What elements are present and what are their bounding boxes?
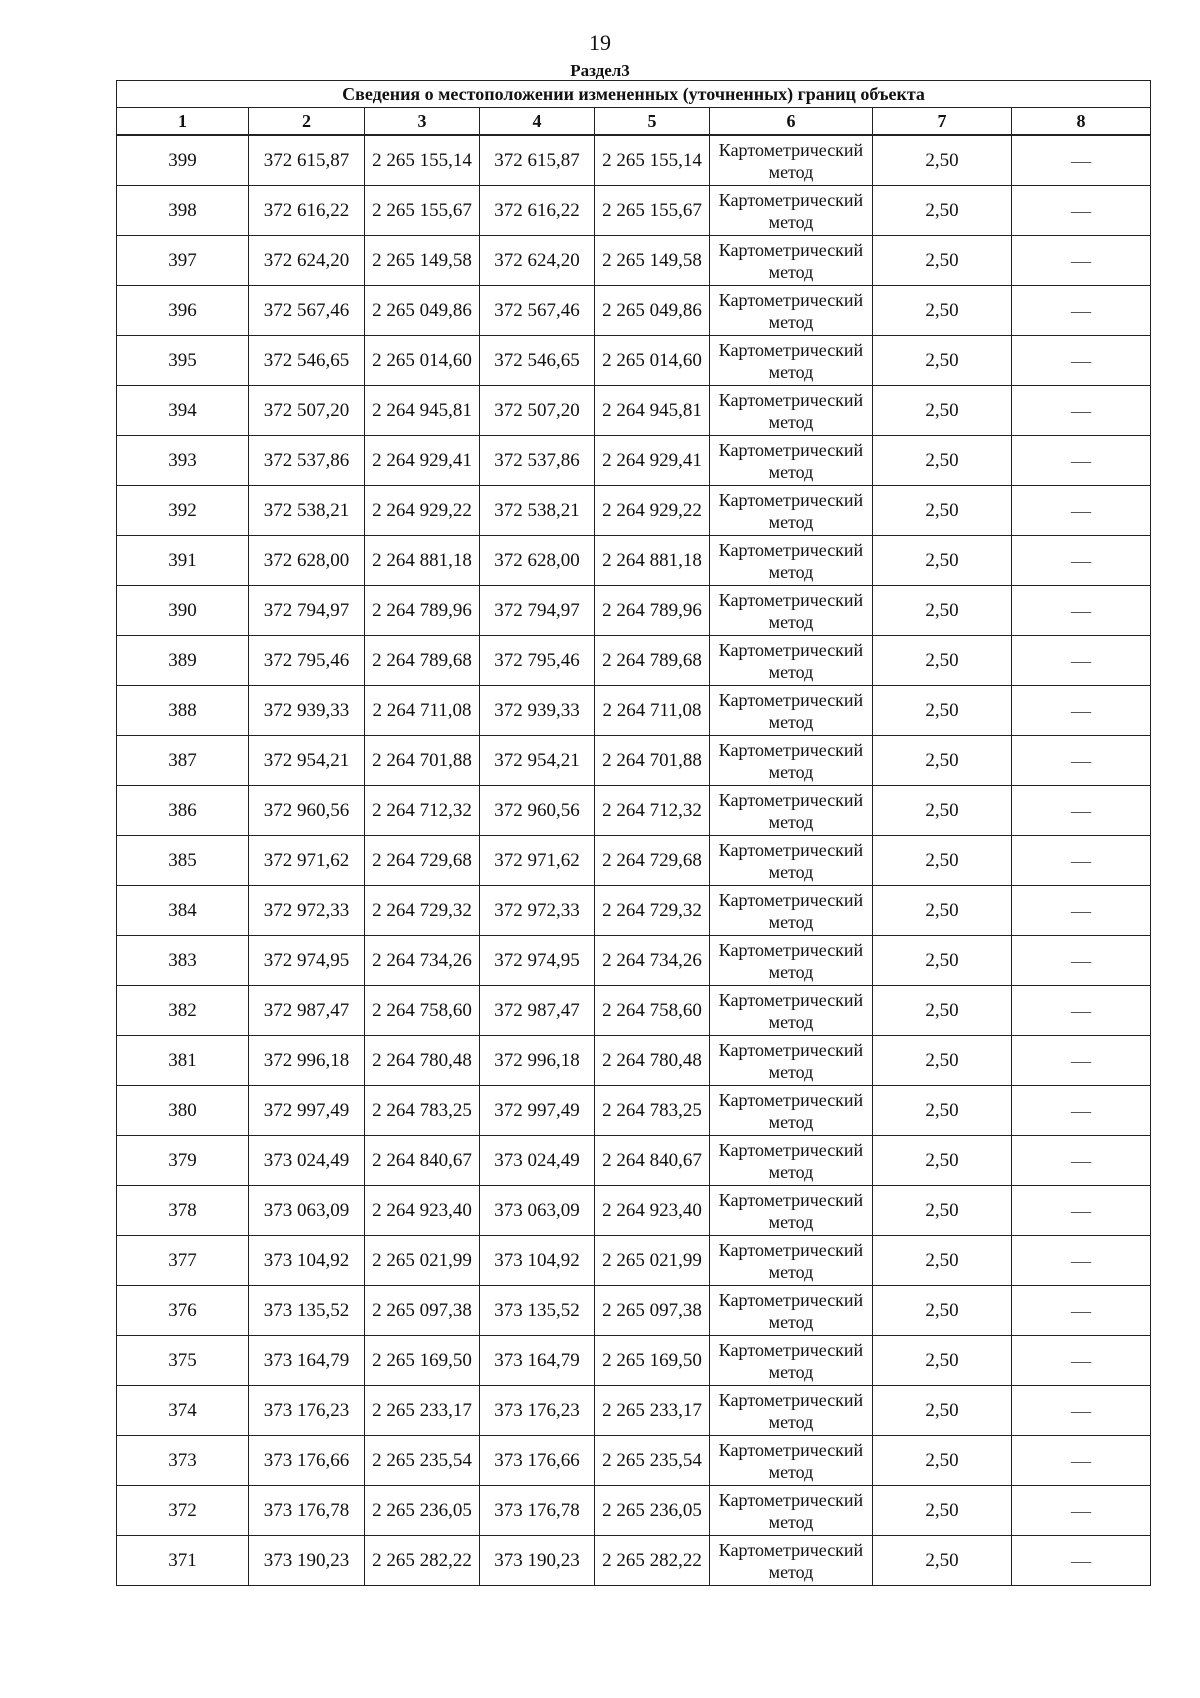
cell-y-coord-old: 2 264 923,40 bbox=[365, 1186, 480, 1236]
table-row bbox=[117, 886, 1151, 936]
cell-x-coord-old: 373 176,78 bbox=[249, 1486, 365, 1536]
cell-method: Картометрический метод bbox=[710, 636, 873, 686]
table-row bbox=[117, 736, 1151, 786]
cell-x-coord-new: 373 164,79 bbox=[480, 1336, 595, 1386]
cell-point-number: 396 bbox=[117, 286, 249, 336]
table-row bbox=[117, 1086, 1151, 1136]
cell-x-coord-new: 373 135,52 bbox=[480, 1286, 595, 1336]
cell-method: Картометрический метод bbox=[710, 386, 873, 436]
cell-x-coord-old: 372 616,22 bbox=[249, 186, 365, 236]
cell-x-coord-old: 372 567,46 bbox=[249, 286, 365, 336]
cell-x-coord-new: 372 507,20 bbox=[480, 386, 595, 436]
cell-y-coord-new: 2 265 169,50 bbox=[595, 1336, 710, 1386]
table-row bbox=[117, 686, 1151, 736]
cell-y-coord-old: 2 265 235,54 bbox=[365, 1436, 480, 1486]
cell-method: Картометрический метод bbox=[710, 686, 873, 736]
cell-description: — bbox=[1012, 736, 1151, 786]
cell-y-coord-old: 2 265 049,86 bbox=[365, 286, 480, 336]
cell-x-coord-new: 372 974,95 bbox=[480, 936, 595, 986]
cell-accuracy: 2,50 bbox=[873, 1136, 1012, 1186]
cell-y-coord-old: 2 265 282,22 bbox=[365, 1536, 480, 1586]
cell-accuracy: 2,50 bbox=[873, 286, 1012, 336]
cell-x-coord-old: 372 954,21 bbox=[249, 736, 365, 786]
cell-point-number: 377 bbox=[117, 1236, 249, 1286]
cell-y-coord-old: 2 265 021,99 bbox=[365, 1236, 480, 1286]
cell-accuracy: 2,50 bbox=[873, 1036, 1012, 1086]
cell-point-number: 398 bbox=[117, 186, 249, 236]
cell-y-coord-new: 2 265 282,22 bbox=[595, 1536, 710, 1586]
table-row bbox=[117, 986, 1151, 1036]
cell-y-coord-old: 2 265 236,05 bbox=[365, 1486, 480, 1536]
cell-y-coord-new: 2 264 711,08 bbox=[595, 686, 710, 736]
cell-y-coord-old: 2 264 783,25 bbox=[365, 1086, 480, 1136]
cell-y-coord-new: 2 265 014,60 bbox=[595, 336, 710, 386]
cell-x-coord-new: 373 024,49 bbox=[480, 1136, 595, 1186]
column-header-4: 4 bbox=[480, 108, 595, 136]
table-row bbox=[117, 186, 1151, 236]
cell-accuracy: 2,50 bbox=[873, 386, 1012, 436]
cell-method: Картометрический метод bbox=[710, 986, 873, 1036]
cell-y-coord-new: 2 264 840,67 bbox=[595, 1136, 710, 1186]
cell-y-coord-old: 2 264 789,68 bbox=[365, 636, 480, 686]
table-row bbox=[117, 836, 1151, 886]
cell-x-coord-new: 372 939,33 bbox=[480, 686, 595, 736]
cell-x-coord-old: 372 996,18 bbox=[249, 1036, 365, 1086]
cell-x-coord-old: 373 190,23 bbox=[249, 1536, 365, 1586]
cell-description: — bbox=[1012, 686, 1151, 736]
cell-accuracy: 2,50 bbox=[873, 936, 1012, 986]
table-row bbox=[117, 536, 1151, 586]
cell-y-coord-old: 2 264 729,32 bbox=[365, 886, 480, 936]
cell-method: Картометрический метод bbox=[710, 1536, 873, 1586]
cell-accuracy: 2,50 bbox=[873, 886, 1012, 936]
cell-x-coord-new: 373 104,92 bbox=[480, 1236, 595, 1286]
cell-method: Картометрический метод bbox=[710, 286, 873, 336]
cell-y-coord-new: 2 265 233,17 bbox=[595, 1386, 710, 1436]
cell-x-coord-old: 372 546,65 bbox=[249, 336, 365, 386]
boundary-coordinates-table bbox=[116, 80, 1151, 1586]
cell-point-number: 397 bbox=[117, 236, 249, 286]
cell-x-coord-old: 372 794,97 bbox=[249, 586, 365, 636]
cell-method: Картометрический метод bbox=[710, 586, 873, 636]
cell-x-coord-new: 372 954,21 bbox=[480, 736, 595, 786]
cell-point-number: 384 bbox=[117, 886, 249, 936]
cell-x-coord-new: 372 615,87 bbox=[480, 135, 595, 186]
cell-x-coord-new: 372 546,65 bbox=[480, 336, 595, 386]
cell-x-coord-old: 372 939,33 bbox=[249, 686, 365, 736]
column-header-3: 3 bbox=[365, 108, 480, 136]
column-header-1: 1 bbox=[117, 108, 249, 136]
cell-x-coord-old: 372 628,00 bbox=[249, 536, 365, 586]
table-row bbox=[117, 286, 1151, 336]
cell-y-coord-old: 2 265 169,50 bbox=[365, 1336, 480, 1386]
table-row bbox=[117, 1536, 1151, 1586]
table-row bbox=[117, 1386, 1151, 1436]
cell-x-coord-new: 372 616,22 bbox=[480, 186, 595, 236]
cell-method: Картометрический метод bbox=[710, 786, 873, 836]
cell-description: — bbox=[1012, 1136, 1151, 1186]
cell-y-coord-old: 2 265 155,67 bbox=[365, 186, 480, 236]
cell-x-coord-old: 373 164,79 bbox=[249, 1336, 365, 1386]
cell-accuracy: 2,50 bbox=[873, 586, 1012, 636]
cell-x-coord-new: 372 795,46 bbox=[480, 636, 595, 686]
column-header-7: 7 bbox=[873, 108, 1012, 136]
cell-y-coord-new: 2 265 155,14 bbox=[595, 135, 710, 186]
cell-y-coord-new: 2 264 712,32 bbox=[595, 786, 710, 836]
cell-point-number: 385 bbox=[117, 836, 249, 886]
cell-y-coord-new: 2 265 021,99 bbox=[595, 1236, 710, 1286]
cell-method: Картометрический метод bbox=[710, 1186, 873, 1236]
cell-description: — bbox=[1012, 1386, 1151, 1436]
cell-x-coord-old: 372 987,47 bbox=[249, 986, 365, 1036]
cell-x-coord-old: 372 795,46 bbox=[249, 636, 365, 686]
cell-x-coord-new: 372 960,56 bbox=[480, 786, 595, 836]
cell-x-coord-new: 373 176,23 bbox=[480, 1386, 595, 1436]
cell-description: — bbox=[1012, 1086, 1151, 1136]
cell-y-coord-new: 2 264 945,81 bbox=[595, 386, 710, 436]
table-row bbox=[117, 786, 1151, 836]
cell-method: Картометрический метод bbox=[710, 236, 873, 286]
cell-y-coord-old: 2 264 780,48 bbox=[365, 1036, 480, 1086]
table-row bbox=[117, 1036, 1151, 1086]
cell-accuracy: 2,50 bbox=[873, 336, 1012, 386]
cell-x-coord-new: 372 624,20 bbox=[480, 236, 595, 286]
table-row bbox=[117, 386, 1151, 436]
cell-y-coord-old: 2 264 729,68 bbox=[365, 836, 480, 886]
table-row bbox=[117, 636, 1151, 686]
cell-x-coord-old: 372 960,56 bbox=[249, 786, 365, 836]
cell-point-number: 373 bbox=[117, 1436, 249, 1486]
cell-method: Картометрический метод bbox=[710, 1286, 873, 1336]
cell-description: — bbox=[1012, 186, 1151, 236]
table-caption: Сведения о местоположении измененных (уточненных) границ объекта bbox=[117, 81, 1151, 108]
table-row bbox=[117, 1486, 1151, 1536]
column-header-5: 5 bbox=[595, 108, 710, 136]
cell-y-coord-new: 2 264 929,41 bbox=[595, 436, 710, 486]
cell-point-number: 394 bbox=[117, 386, 249, 436]
cell-method: Картометрический метод bbox=[710, 836, 873, 886]
cell-y-coord-new: 2 264 701,88 bbox=[595, 736, 710, 786]
cell-y-coord-old: 2 265 149,58 bbox=[365, 236, 480, 286]
cell-y-coord-old: 2 264 789,96 bbox=[365, 586, 480, 636]
cell-x-coord-old: 373 063,09 bbox=[249, 1186, 365, 1236]
table-row bbox=[117, 1136, 1151, 1186]
cell-method: Картометрический метод bbox=[710, 536, 873, 586]
cell-method: Картометрический метод bbox=[710, 1436, 873, 1486]
cell-point-number: 381 bbox=[117, 1036, 249, 1086]
cell-accuracy: 2,50 bbox=[873, 1336, 1012, 1386]
table-row bbox=[117, 1186, 1151, 1236]
page-number: 19 bbox=[589, 30, 611, 55]
cell-point-number: 387 bbox=[117, 736, 249, 786]
cell-point-number: 390 bbox=[117, 586, 249, 636]
cell-point-number: 371 bbox=[117, 1536, 249, 1586]
cell-accuracy: 2,50 bbox=[873, 1486, 1012, 1536]
cell-method: Картометрический метод bbox=[710, 1486, 873, 1536]
cell-y-coord-old: 2 264 734,26 bbox=[365, 936, 480, 986]
cell-method: Картометрический метод bbox=[710, 486, 873, 536]
cell-x-coord-old: 372 972,33 bbox=[249, 886, 365, 936]
cell-point-number: 386 bbox=[117, 786, 249, 836]
cell-x-coord-new: 373 063,09 bbox=[480, 1186, 595, 1236]
cell-point-number: 375 bbox=[117, 1336, 249, 1386]
cell-point-number: 388 bbox=[117, 686, 249, 736]
cell-y-coord-new: 2 264 758,60 bbox=[595, 986, 710, 1036]
cell-x-coord-new: 372 794,97 bbox=[480, 586, 595, 636]
cell-x-coord-old: 372 615,87 bbox=[249, 135, 365, 186]
cell-y-coord-new: 2 264 729,68 bbox=[595, 836, 710, 886]
cell-accuracy: 2,50 bbox=[873, 486, 1012, 536]
cell-point-number: 379 bbox=[117, 1136, 249, 1186]
cell-y-coord-old: 2 264 758,60 bbox=[365, 986, 480, 1036]
cell-y-coord-new: 2 264 729,32 bbox=[595, 886, 710, 936]
cell-y-coord-new: 2 265 149,58 bbox=[595, 236, 710, 286]
cell-description: — bbox=[1012, 936, 1151, 986]
cell-y-coord-new: 2 264 789,96 bbox=[595, 586, 710, 636]
cell-point-number: 391 bbox=[117, 536, 249, 586]
cell-y-coord-new: 2 265 097,38 bbox=[595, 1286, 710, 1336]
cell-y-coord-old: 2 264 929,41 bbox=[365, 436, 480, 486]
cell-description: — bbox=[1012, 1536, 1151, 1586]
cell-point-number: 383 bbox=[117, 936, 249, 986]
cell-method: Картометрический метод bbox=[710, 1386, 873, 1436]
table-row bbox=[117, 586, 1151, 636]
cell-point-number: 380 bbox=[117, 1086, 249, 1136]
cell-description: — bbox=[1012, 636, 1151, 686]
cell-description: — bbox=[1012, 536, 1151, 586]
cell-y-coord-old: 2 264 945,81 bbox=[365, 386, 480, 436]
cell-description: — bbox=[1012, 1036, 1151, 1086]
cell-accuracy: 2,50 bbox=[873, 186, 1012, 236]
cell-accuracy: 2,50 bbox=[873, 436, 1012, 486]
cell-point-number: 374 bbox=[117, 1386, 249, 1436]
cell-accuracy: 2,50 bbox=[873, 786, 1012, 836]
table-row bbox=[117, 1436, 1151, 1486]
cell-description: — bbox=[1012, 836, 1151, 886]
cell-point-number: 372 bbox=[117, 1486, 249, 1536]
cell-y-coord-old: 2 265 155,14 bbox=[365, 135, 480, 186]
table-header-row bbox=[117, 108, 1151, 136]
cell-accuracy: 2,50 bbox=[873, 1286, 1012, 1336]
cell-x-coord-old: 372 537,86 bbox=[249, 436, 365, 486]
cell-method: Картометрический метод bbox=[710, 186, 873, 236]
cell-method: Картометрический метод bbox=[710, 1336, 873, 1386]
cell-method: Картометрический метод bbox=[710, 886, 873, 936]
table-row bbox=[117, 336, 1151, 386]
cell-method: Картометрический метод bbox=[710, 436, 873, 486]
cell-x-coord-old: 372 971,62 bbox=[249, 836, 365, 886]
cell-y-coord-new: 2 264 789,68 bbox=[595, 636, 710, 686]
cell-y-coord-old: 2 264 929,22 bbox=[365, 486, 480, 536]
cell-method: Картометрический метод bbox=[710, 736, 873, 786]
cell-x-coord-old: 372 507,20 bbox=[249, 386, 365, 436]
cell-y-coord-new: 2 265 236,05 bbox=[595, 1486, 710, 1536]
cell-description: — bbox=[1012, 1286, 1151, 1336]
cell-method: Картометрический метод bbox=[710, 1236, 873, 1286]
cell-y-coord-new: 2 264 783,25 bbox=[595, 1086, 710, 1136]
cell-x-coord-new: 373 190,23 bbox=[480, 1536, 595, 1586]
cell-accuracy: 2,50 bbox=[873, 1086, 1012, 1136]
cell-y-coord-old: 2 264 701,88 bbox=[365, 736, 480, 786]
cell-method: Картометрический метод bbox=[710, 135, 873, 186]
cell-x-coord-old: 373 135,52 bbox=[249, 1286, 365, 1336]
cell-accuracy: 2,50 bbox=[873, 236, 1012, 286]
cell-x-coord-old: 372 974,95 bbox=[249, 936, 365, 986]
cell-y-coord-new: 2 265 155,67 bbox=[595, 186, 710, 236]
cell-method: Картометрический метод bbox=[710, 1086, 873, 1136]
column-header-6: 6 bbox=[710, 108, 873, 136]
cell-method: Картометрический метод bbox=[710, 1036, 873, 1086]
cell-description: — bbox=[1012, 986, 1151, 1036]
cell-y-coord-new: 2 264 929,22 bbox=[595, 486, 710, 536]
cell-description: — bbox=[1012, 386, 1151, 436]
cell-description: — bbox=[1012, 436, 1151, 486]
cell-y-coord-new: 2 264 780,48 bbox=[595, 1036, 710, 1086]
cell-description: — bbox=[1012, 1186, 1151, 1236]
cell-accuracy: 2,50 bbox=[873, 1436, 1012, 1486]
cell-x-coord-old: 373 176,66 bbox=[249, 1436, 365, 1486]
cell-x-coord-old: 373 104,92 bbox=[249, 1236, 365, 1286]
cell-x-coord-new: 372 996,18 bbox=[480, 1036, 595, 1086]
cell-accuracy: 2,50 bbox=[873, 736, 1012, 786]
cell-accuracy: 2,50 bbox=[873, 1236, 1012, 1286]
cell-method: Картометрический метод bbox=[710, 336, 873, 386]
cell-x-coord-new: 372 972,33 bbox=[480, 886, 595, 936]
cell-point-number: 395 bbox=[117, 336, 249, 386]
table-row bbox=[117, 1286, 1151, 1336]
table-row bbox=[117, 486, 1151, 536]
cell-method: Картометрический метод bbox=[710, 936, 873, 986]
table-row bbox=[117, 236, 1151, 286]
table-row bbox=[117, 1236, 1151, 1286]
cell-y-coord-new: 2 264 923,40 bbox=[595, 1186, 710, 1236]
cell-accuracy: 2,50 bbox=[873, 986, 1012, 1036]
table-row bbox=[117, 936, 1151, 986]
cell-x-coord-old: 373 024,49 bbox=[249, 1136, 365, 1186]
cell-accuracy: 2,50 bbox=[873, 686, 1012, 736]
cell-description: — bbox=[1012, 286, 1151, 336]
cell-point-number: 392 bbox=[117, 486, 249, 536]
cell-description: — bbox=[1012, 1336, 1151, 1386]
cell-y-coord-new: 2 265 235,54 bbox=[595, 1436, 710, 1486]
cell-point-number: 393 bbox=[117, 436, 249, 486]
cell-point-number: 399 bbox=[117, 135, 249, 186]
cell-x-coord-new: 372 537,86 bbox=[480, 436, 595, 486]
table-body bbox=[117, 135, 1151, 1586]
cell-y-coord-old: 2 264 712,32 bbox=[365, 786, 480, 836]
cell-description: — bbox=[1012, 135, 1151, 186]
cell-description: — bbox=[1012, 886, 1151, 936]
cell-accuracy: 2,50 bbox=[873, 1536, 1012, 1586]
cell-x-coord-old: 372 538,21 bbox=[249, 486, 365, 536]
cell-point-number: 382 bbox=[117, 986, 249, 1036]
cell-description: — bbox=[1012, 336, 1151, 386]
cell-y-coord-new: 2 264 734,26 bbox=[595, 936, 710, 986]
cell-description: — bbox=[1012, 1436, 1151, 1486]
cell-y-coord-old: 2 265 014,60 bbox=[365, 336, 480, 386]
cell-accuracy: 2,50 bbox=[873, 836, 1012, 886]
cell-x-coord-new: 372 971,62 bbox=[480, 836, 595, 886]
cell-x-coord-new: 373 176,66 bbox=[480, 1436, 595, 1486]
column-header-8: 8 bbox=[1012, 108, 1151, 136]
cell-point-number: 389 bbox=[117, 636, 249, 686]
cell-x-coord-old: 372 624,20 bbox=[249, 236, 365, 286]
cell-accuracy: 2,50 bbox=[873, 135, 1012, 186]
table-row bbox=[117, 436, 1151, 486]
cell-y-coord-old: 2 265 233,17 bbox=[365, 1386, 480, 1436]
cell-x-coord-new: 372 987,47 bbox=[480, 986, 595, 1036]
column-header-2: 2 bbox=[249, 108, 365, 136]
cell-y-coord-new: 2 265 049,86 bbox=[595, 286, 710, 336]
cell-y-coord-old: 2 264 881,18 bbox=[365, 536, 480, 586]
section-title: Раздел3 bbox=[570, 61, 630, 80]
cell-description: — bbox=[1012, 586, 1151, 636]
cell-accuracy: 2,50 bbox=[873, 1386, 1012, 1436]
cell-y-coord-old: 2 264 711,08 bbox=[365, 686, 480, 736]
cell-point-number: 376 bbox=[117, 1286, 249, 1336]
cell-description: — bbox=[1012, 486, 1151, 536]
cell-x-coord-old: 372 997,49 bbox=[249, 1086, 365, 1136]
cell-x-coord-old: 373 176,23 bbox=[249, 1386, 365, 1436]
cell-x-coord-new: 372 628,00 bbox=[480, 536, 595, 586]
cell-y-coord-old: 2 264 840,67 bbox=[365, 1136, 480, 1186]
cell-x-coord-new: 372 567,46 bbox=[480, 286, 595, 336]
table-row bbox=[117, 1336, 1151, 1386]
cell-accuracy: 2,50 bbox=[873, 536, 1012, 586]
cell-x-coord-new: 372 538,21 bbox=[480, 486, 595, 536]
cell-description: — bbox=[1012, 786, 1151, 836]
cell-description: — bbox=[1012, 1236, 1151, 1286]
cell-method: Картометрический метод bbox=[710, 1136, 873, 1186]
cell-y-coord-new: 2 264 881,18 bbox=[595, 536, 710, 586]
cell-x-coord-new: 373 176,78 bbox=[480, 1486, 595, 1536]
cell-description: — bbox=[1012, 236, 1151, 286]
cell-y-coord-old: 2 265 097,38 bbox=[365, 1286, 480, 1336]
table-row bbox=[117, 135, 1151, 186]
cell-description: — bbox=[1012, 1486, 1151, 1536]
cell-accuracy: 2,50 bbox=[873, 1186, 1012, 1236]
cell-x-coord-new: 372 997,49 bbox=[480, 1086, 595, 1136]
cell-accuracy: 2,50 bbox=[873, 636, 1012, 686]
cell-point-number: 378 bbox=[117, 1186, 249, 1236]
